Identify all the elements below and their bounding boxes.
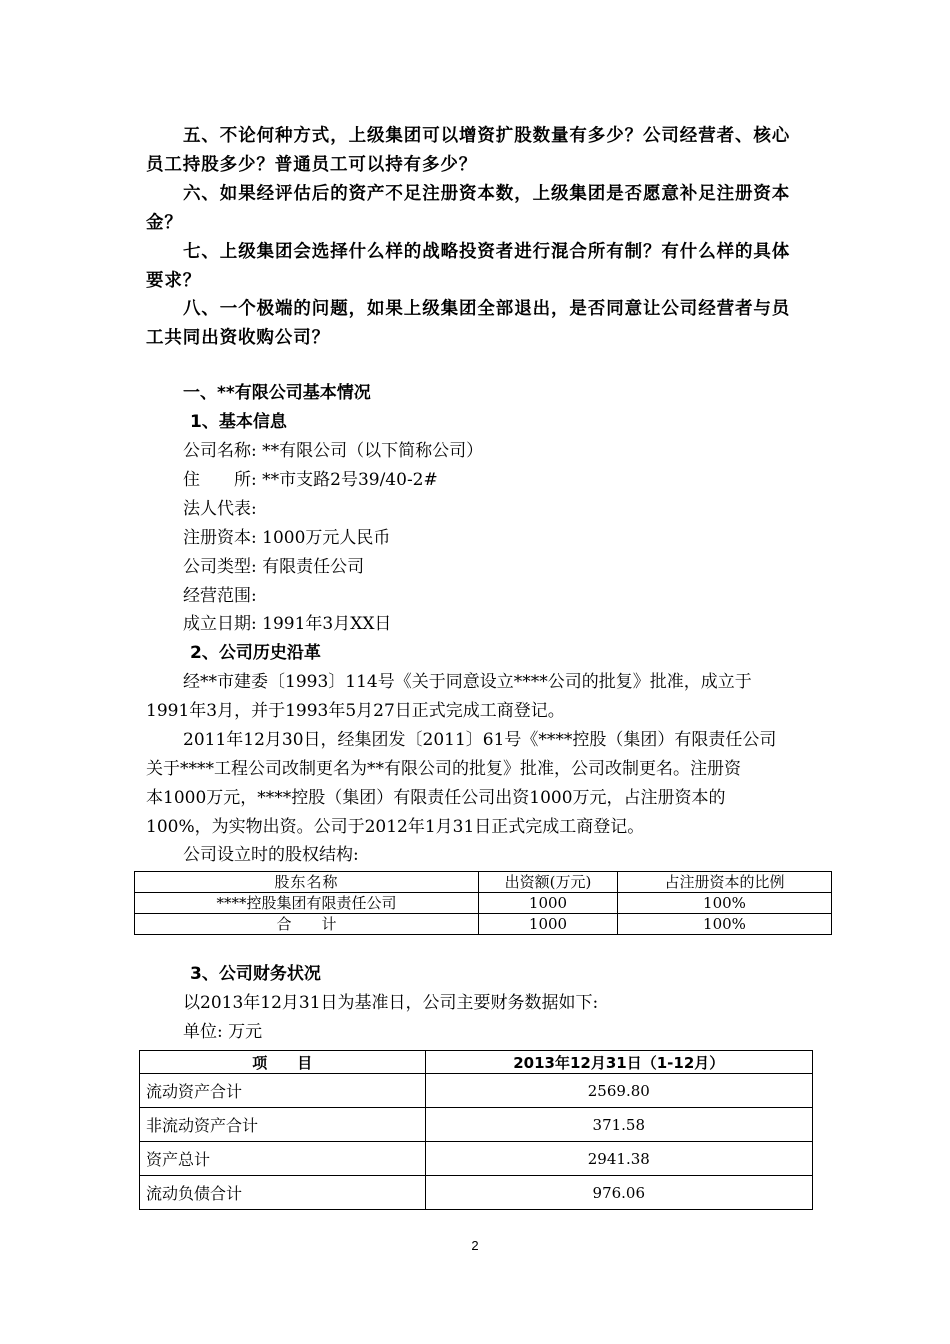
table-cell: 1000 [479, 893, 618, 914]
table-row [140, 1142, 813, 1176]
question-7-line2: 要求？ [146, 271, 202, 291]
history-p2-line4: 100%，为实物出资。公司于2012年1月31日正式完成工商登记。 [146, 817, 645, 837]
table-row [135, 893, 832, 914]
info-legal-rep: 法人代表: [183, 499, 257, 519]
table-cell: 100% [618, 914, 832, 935]
subsection-history: 2、公司历史沿革 [190, 643, 321, 663]
question-5-line1: 五、不论何种方式，上级集团可以增资扩股数量有多少？公司经营者、核心 [183, 126, 791, 146]
header-cell: 2013年12月31日（1-12月） [425, 1051, 812, 1074]
history-p3: 公司设立时的股权结构: [183, 845, 359, 865]
table-row [140, 1108, 813, 1142]
finance-table [139, 1050, 813, 1210]
question-6-line1: 六、如果经评估后的资产不足注册资本数，上级集团是否愿意补足注册资本 [183, 184, 791, 204]
table-cell: 2569.80 [425, 1074, 812, 1108]
header-cell: 占注册资本的比例 [618, 872, 832, 893]
info-address: 住 所: **市支路2号39/40-2# [183, 470, 438, 490]
history-p2-line2: 关于****工程公司改制更名为**有限公司的批复》批准，公司改制更名。注册资 [146, 759, 741, 779]
info-company-type: 公司类型: 有限责任公司 [183, 557, 365, 577]
history-p1-line2: 1991年3月，并于1993年5月27日正式完成工商登记。 [146, 701, 565, 721]
finance-unit: 单位: 万元 [183, 1022, 263, 1042]
header-cell: 出资额(万元) [479, 872, 618, 893]
equity-table [134, 871, 832, 935]
table-row [140, 1074, 813, 1108]
question-7-line1: 七、上级集团会选择什么样的战略投资者进行混合所有制？有什么样的具体 [183, 242, 791, 262]
table-header-row [140, 1051, 813, 1074]
table-cell: 1000 [479, 914, 618, 935]
table-cell: ****控股集团有限责任公司 [135, 893, 479, 914]
question-5-line2: 员工持股多少？普通员工可以持有多少？ [146, 155, 478, 175]
history-p2-line1: 2011年12月30日，经集团发〔2011〕61号《****控股（集团）有限责任公司 [183, 730, 777, 750]
page-number: 2 [471, 1238, 479, 1253]
history-p1-line1: 经**市建委〔1993〕114号《关于同意设立****公司的批复》批准，成立于 [183, 672, 752, 692]
info-founding-date: 成立日期: 1991年3月XX日 [183, 614, 392, 634]
table-row [135, 914, 832, 935]
table-cell: 100% [618, 893, 832, 914]
history-p2-line3: 本1000万元，****控股（集团）有限责任公司出资1000万元，占注册资本的 [146, 788, 726, 808]
header-cell: 项 目 [140, 1051, 426, 1074]
table-cell: 流动资产合计 [140, 1074, 426, 1108]
question-8-line1: 八、一个极端的问题，如果上级集团全部退出，是否同意让公司经营者与员 [183, 299, 791, 319]
table-cell: 流动负债合计 [140, 1176, 426, 1210]
table-cell: 2941.38 [425, 1142, 812, 1176]
info-business-scope: 经营范围: [183, 586, 257, 606]
subsection-basic-info: 1、基本信息 [190, 412, 287, 432]
table-row [140, 1176, 813, 1210]
table-cell: 371.58 [425, 1108, 812, 1142]
table-cell: 资产总计 [140, 1142, 426, 1176]
info-registered-capital: 注册资本: 1000万元人民币 [183, 528, 391, 548]
table-cell: 非流动资产合计 [140, 1108, 426, 1142]
subsection-finance: 3、公司财务状况 [190, 964, 321, 984]
header-cell: 股东名称 [135, 872, 479, 893]
info-company-name: 公司名称: **有限公司（以下简称公司） [183, 441, 484, 461]
question-6-line2: 金？ [146, 213, 183, 233]
finance-intro: 以2013年12月31日为基准日，公司主要财务数据如下: [183, 993, 599, 1013]
table-cell: 976.06 [425, 1176, 812, 1210]
section-title: 一、**有限公司基本情况 [183, 383, 371, 403]
table-cell: 合 计 [135, 914, 479, 935]
table-header-row [135, 872, 832, 893]
question-8-line2: 工共同出资收购公司？ [146, 328, 330, 348]
